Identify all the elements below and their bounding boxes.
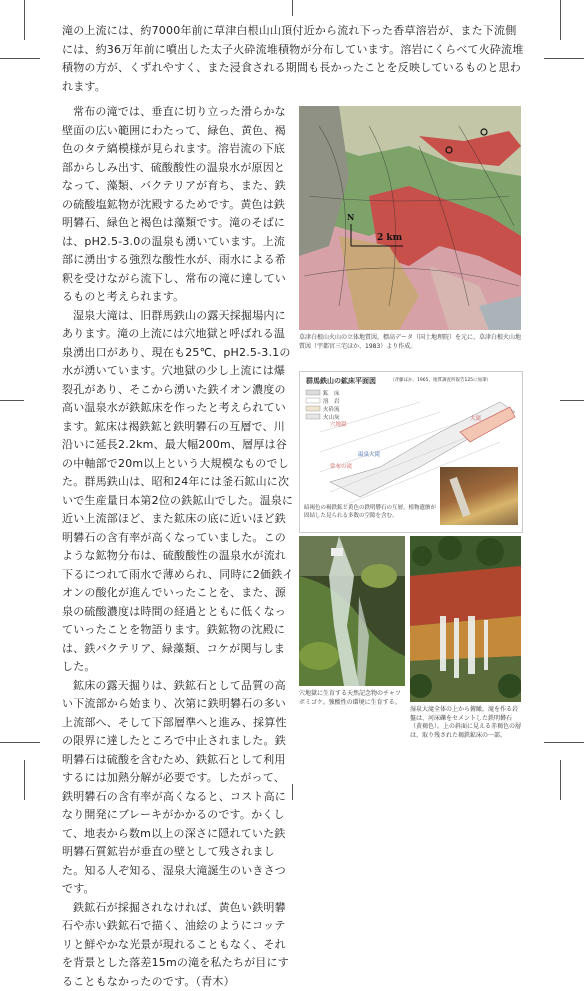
legend-ash: 火山灰 — [323, 413, 340, 421]
paragraph-mining: 鉱床の露天掘りは、鉄鉱石として品質の高い下流部から始まり、次第に鉄明礬石の多い上流部へ、そして下部層準へと進み、採算性の限界に達したところで中止されました。鉄明礬石は硫酸を含むため、鉄鉱石として利用するには加熱分解が必要です。したがって、鉄明礬石の含有率が高くなると、コスト高になり開発にブレーキがかかるのです。かくして、地表から数m以上の深さに隠れていた鉄明礬石質鉱岩が垂直の壁として残されました。知る人ぞ知る、湿泉大滝誕生のいきさつです。 — [62, 677, 294, 899]
onsen-ootaki-photo — [410, 536, 521, 702]
crop-mark — [544, 742, 584, 743]
figure4-caption: 湿泉大滝全体の上から俯瞰。滝を作る岩盤は、河床礫をセメントした鉄明礬石（黄褐色）。上の斜面に見える赤褐色の層は、取り残された褐鉄鉱床の一部。 — [410, 706, 521, 740]
label-ootaki: 大滝 — [470, 414, 481, 422]
mine-plan-title: 群馬鉄山の鉱床平面図 — [306, 376, 376, 386]
north-arrow-label: N — [347, 212, 354, 222]
legend-pyroclastic: 火砕流 — [323, 405, 340, 413]
crop-mark — [24, 760, 25, 800]
ore-sample-photo — [440, 467, 518, 525]
figure2-caption: 暗褐色の褐鉄鉱と黄色の鉄明礬石の互層。植物遺骸が固結した見られる多数の空隙を含む。 — [304, 505, 436, 520]
crop-mark — [560, 400, 584, 401]
crop-mark — [560, 760, 561, 800]
crop-mark — [0, 58, 40, 59]
body-column — [62, 103, 294, 991]
crop-mark — [560, 0, 561, 40]
scale-bar-label: 2 km — [377, 233, 402, 243]
geological-map-figure — [299, 106, 521, 330]
mine-plan-figure — [299, 371, 523, 533]
moss-waterfall-photo — [299, 536, 405, 686]
label-tsunefu: 常布の滝 — [330, 462, 352, 470]
intro-paragraph — [62, 22, 524, 96]
crop-mark — [292, 0, 293, 16]
crop-mark — [0, 400, 24, 401]
geological-map-image — [299, 106, 521, 330]
mine-plan-subtitle: （斉藤ほか、1965、地質調査所報告125に加筆） — [390, 377, 491, 383]
label-onsen-ootaki: 温泉大滝 — [358, 450, 380, 458]
figure3-caption: 穴地獄に生育する天然記念物のチャツボミゴケ。強酸性の環境に生育する。 — [299, 690, 405, 707]
paragraph-closing: 鉄鉱石が採掘されなければ、黄色い鉄明礬石や赤い鉄鉱石で描く、油絵のようにコッテリと鮮やかな光景が現れることもなく、それを背景とした落差15mの滝を私たちが目にすることもなかったのです。（青木） — [62, 899, 294, 991]
legend-lava: 溶 岩 — [323, 397, 340, 405]
crop-mark — [24, 0, 25, 40]
paragraph-tsunefu: 常布の滝では、垂直に切り立った滑らかな壁面の広い範囲にわたって、緑色、黄色、褐色のタテ縞模様が見られます。溶岩流の下底部からしみ出す、硫酸酸性の温泉水が原因となって、藻類、バクテリアが育ち、また、鉄の硫酸塩鉱物が沈殿するためです。黄色は鉄明礬石、緑色と褐色は藻類です。滝のそばには、pH2.5-3.0の温泉も湧いています。上流部に湧出する強烈な酸性水が、雨水による希釈を受けながら流下し、常布の滝に達しているものと考えられます。 — [62, 103, 294, 307]
label-anajigoku: 穴地獄 — [330, 420, 347, 428]
figure1-caption: 草津白根山火山の立体地質図。標高データ（国土地理院）を元に、草津白根火山地質図（宇都宮三宅ほか、1983）より作成。 — [299, 334, 521, 351]
crop-mark — [0, 742, 40, 743]
crop-mark — [544, 58, 584, 59]
hammer-handle — [449, 477, 470, 517]
ootaki-photo-image — [410, 536, 521, 702]
moss-photo-image — [299, 536, 405, 686]
paragraph-ootaki: 湿泉大滝は、旧群馬鉄山の露天採掘場内にあります。滝の上流には穴地獄と呼ばれる温泉湧出口があり、現在も25℃、pH2.5-3.1の水が湧いています。穴地獄の少し上流には爆裂孔があり、そこから湧いた鉄イオン濃度の高い温泉水が鉄鉱床を作ったと考えられています。鉱床は褐鉄鉱と鉄明礬石の互層で、川沿いに延長2.2km、最大幅200m、層厚は谷の中軸部で20m以上という大規模なものでした。群馬鉄山は、昭和24年には釜石鉱山に次いで生産量日本第2位の鉄鉱山でした。温泉に近い上流部ほど、また鉱床の底に近いほど鉄明礬石の含有率が高くなっていました。このような鉱物分布は、硫酸酸性の温泉水が流れ下るにつれて雨水で薄められ、同時に2価鉄イオンの酸化が進んでいったことを、また、源泉の硫酸濃度は時間の経過とともに低くなっていったことを物語ります。鉄鉱物の沈殿には、鉄バクテリア、緑藻類、コケが関与しました。 — [62, 307, 294, 677]
legend-ore: 鉱 床 — [323, 389, 340, 397]
paragraph-text: 滝の上流には、約7000年前に草津白根山山頂付近から流れ下った香草溶岩が、また下流側には、約36万年前に噴出した太子火砕流堆積物が分布しています。溶岩にくらべて火砕流堆積物の方が、くずれやすく、また浸食される期間も長かったことを反映しているものと思われます。 — [62, 22, 524, 96]
